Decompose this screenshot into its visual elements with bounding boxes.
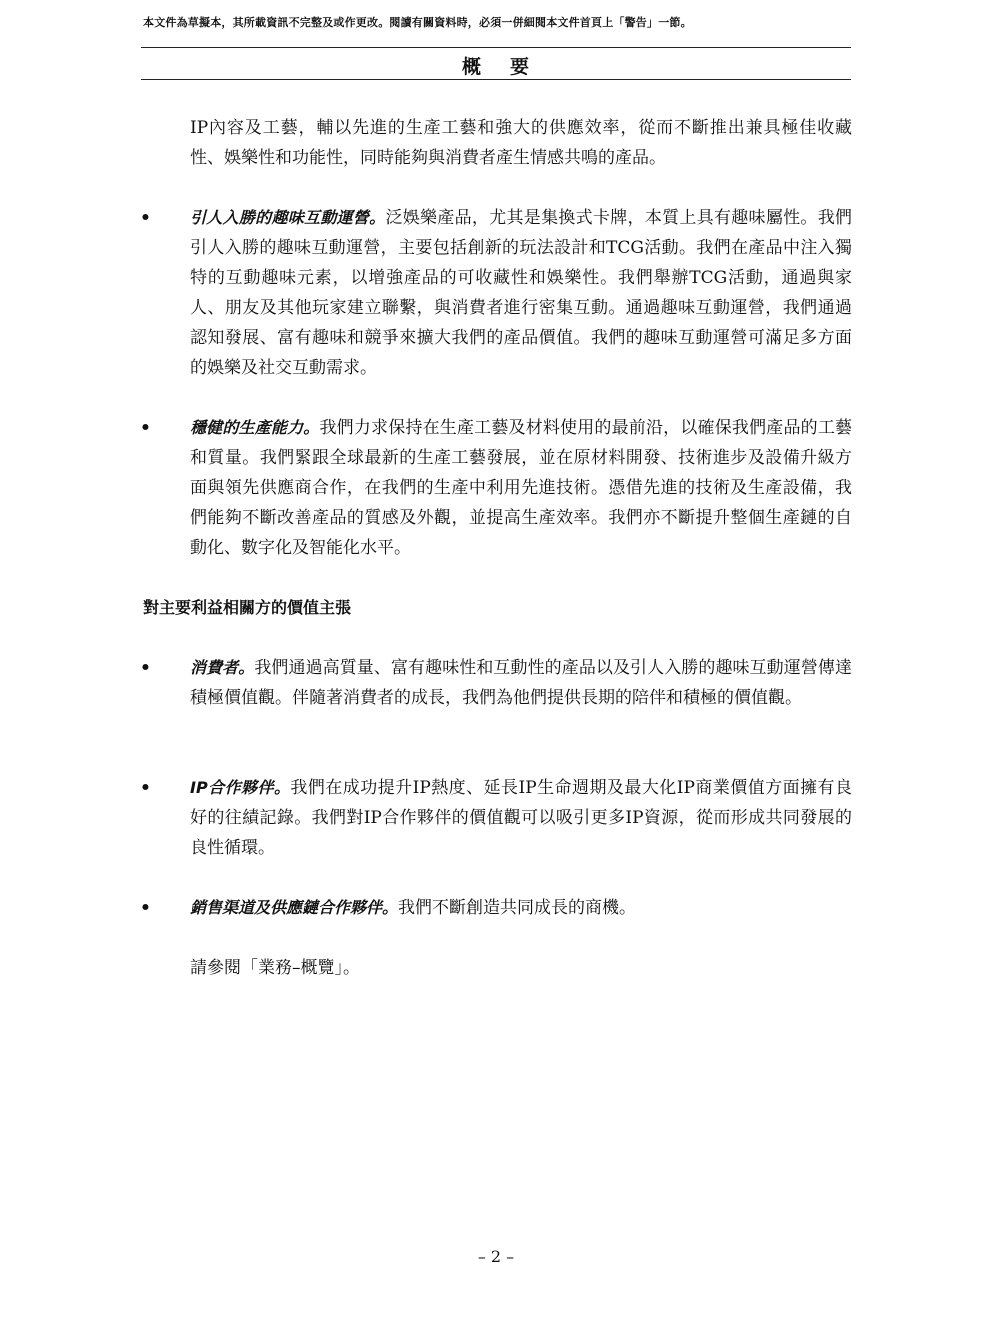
bullet-paragraph-production-capability: [190, 413, 852, 563]
bullet-lead: IP合作夥伴。: [190, 778, 291, 797]
header-rule-bottom: [141, 79, 851, 80]
page-title: [141, 52, 851, 79]
draft-disclaimer: 本文件為草擬本，其所載資訊不完整及或作更改。閱讀有關資料時，必須一併細閱本文件首頁上「警告」一節。: [143, 16, 692, 29]
bullet-text: 我們不斷創造共同成長的商機。: [398, 898, 637, 918]
bullet-paragraph-channel-partners: [190, 893, 852, 923]
bullet-marker: •: [140, 418, 151, 438]
bullet-lead: 穩健的生產能力。: [190, 418, 320, 437]
bullet-text: 我們在成功提升IP熱度、延長IP生命週期及最大化IP商業價值方面擁有良好的往績記錄。我們對IP合作夥伴的價值觀可以吸引更多IP資源，從而形成共同發展的良性循環。: [190, 778, 852, 858]
page-number: – 2 –: [477, 1247, 515, 1266]
bullet-paragraph-engaging-operations: [190, 203, 852, 383]
page-title-char-2: 要: [510, 56, 531, 78]
page-title-char-1: 概: [461, 56, 482, 78]
bullet-marker: •: [140, 898, 151, 918]
section-heading: 對主要利益相關方的價值主張: [143, 598, 352, 617]
bullet-marker: •: [140, 208, 151, 228]
bullet-lead: 引人入勝的趣味互動運營。: [190, 208, 386, 227]
bullet-text: 我們力求保持在生產工藝及材料使用的最前沿，以確保我們產品的工藝和質量。我們緊跟全球最新的生產工藝發展，並在原材料開發、技術進步及設備升級方面與領先供應商合作，在我們的生產中利用先進技術。憑借先進的技術及生產設備，我們能夠不斷改善產品的質感及外觀，並提高生產效率。我們亦不斷提升整個生產鏈的自動化、數字化及智能化水平。: [190, 418, 852, 558]
header-rule-top: [141, 47, 851, 48]
bullet-text: 泛娛樂產品，尤其是集換式卡牌，本質上具有趣味屬性。我們引人入勝的趣味互動運營，主要包括創新的玩法設計和TCG活動。我們在產品中注入獨特的互動趣味元素，以增強產品的可收藏性和娛樂性。我們舉辦TCG活動，通過與家人、朋友及其他玩家建立聯繫，與消費者進行密集互動。通過趣味互動運營，我們通過認知發展、富有趣味和競爭來擴大我們的產品價值。我們的趣味互動運營可滿足多方面的娛樂及社交互動需求。: [190, 208, 852, 378]
closing-reference: 請參閱「業務–概覽」。: [190, 958, 360, 978]
bullet-text: 我們通過高質量、富有趣味性和互動性的產品以及引人入勝的趣味互動運營傳達積極價值觀。伴隨著消費者的成長，我們為他們提供長期的陪伴和積極的價值觀。: [190, 658, 852, 708]
bullet-marker: •: [140, 658, 151, 678]
bullet-paragraph-consumers: [190, 653, 852, 713]
bullet-lead: 銷售渠道及供應鏈合作夥伴。: [190, 898, 399, 917]
bullet-marker: •: [140, 778, 151, 798]
bullet-paragraph-ip-partners: [190, 773, 852, 863]
intro-paragraph: IP內容及工藝，輔以先進的生產工藝和強大的供應效率，從而不斷推出兼具極佳收藏性、娛樂性和功能性，同時能夠與消費者產生情感共鳴的產品。: [190, 118, 852, 168]
bullet-lead: 消費者。: [190, 658, 255, 677]
